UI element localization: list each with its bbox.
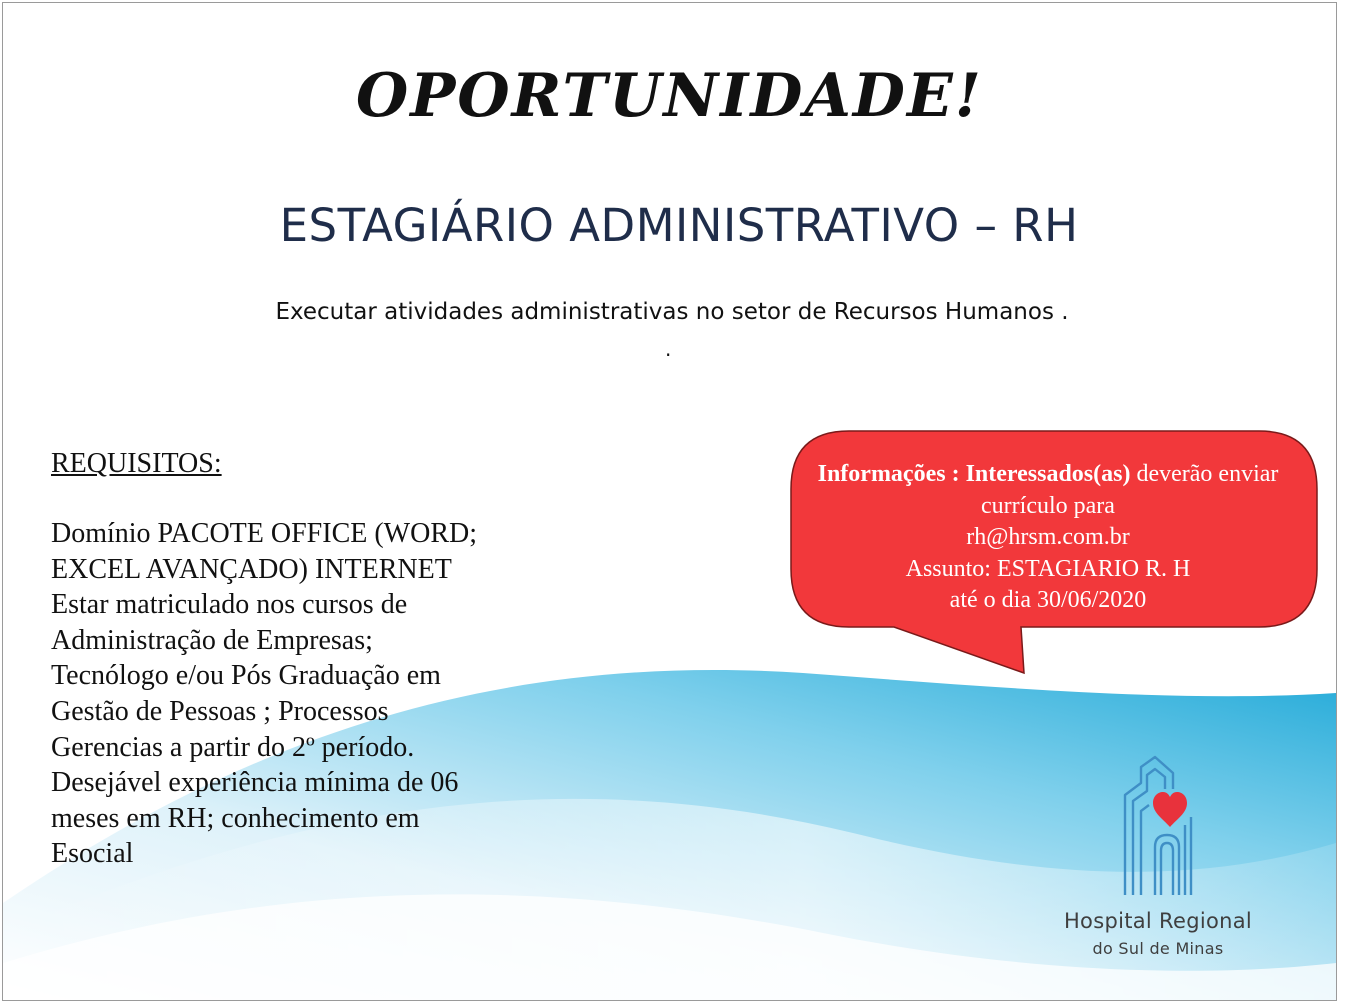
bubble-line-1 bbox=[793, 459, 1303, 491]
stray-dot: . bbox=[665, 337, 672, 361]
requirements-heading: REQUISITOS: bbox=[51, 448, 222, 479]
position-title: ESTAGIÁRIO ADMINISTRATIVO – RH bbox=[279, 199, 1079, 252]
requirement-line: Gestão de Pessoas ; Processos bbox=[51, 695, 389, 727]
requirement-line: EXCEL AVANÇADO) INTERNET bbox=[51, 553, 452, 585]
bubble-text bbox=[793, 459, 1303, 617]
requirement-line: Tecnólogo e/ou Pós Graduação em bbox=[51, 660, 441, 692]
requirement-line: meses em RH; conhecimento em bbox=[51, 802, 420, 834]
hospital-building-heart-icon bbox=[1115, 755, 1197, 899]
requirement-line: Desejável experiência mínima de 06 bbox=[51, 767, 459, 799]
bubble-subject: Assunto: ESTAGIARIO R. H bbox=[905, 555, 1191, 582]
position-description: Executar atividades administrativas no setor de Recursos Humanos . bbox=[275, 299, 1069, 325]
bubble-lead-rest: deverão enviar bbox=[1130, 461, 1279, 487]
poster-frame bbox=[2, 2, 1337, 1001]
hospital-name: Hospital Regional bbox=[1063, 909, 1253, 933]
bubble-email: rh@hrsm.com.br bbox=[966, 524, 1130, 550]
requirements-list bbox=[51, 516, 477, 872]
requirement-line: Domínio PACOTE OFFICE (WORD; bbox=[51, 518, 478, 549]
bubble-deadline: até o dia 30/06/2020 bbox=[949, 587, 1147, 613]
hospital-subname: do Sul de Minas bbox=[1092, 939, 1224, 958]
requirement-line: Estar matriculado nos cursos de bbox=[51, 589, 408, 621]
headline: OPORTUNIDADE! bbox=[355, 61, 984, 131]
requirement-line: Gerencias a partir do 2º período. bbox=[51, 731, 415, 763]
requirement-line: Administração de Empresas; bbox=[51, 624, 373, 656]
bubble-line-2: currículo para bbox=[981, 492, 1115, 519]
bubble-lead-bold: Informações : Interessados(as) bbox=[817, 461, 1131, 487]
requirement-line: Esocial bbox=[51, 838, 134, 870]
